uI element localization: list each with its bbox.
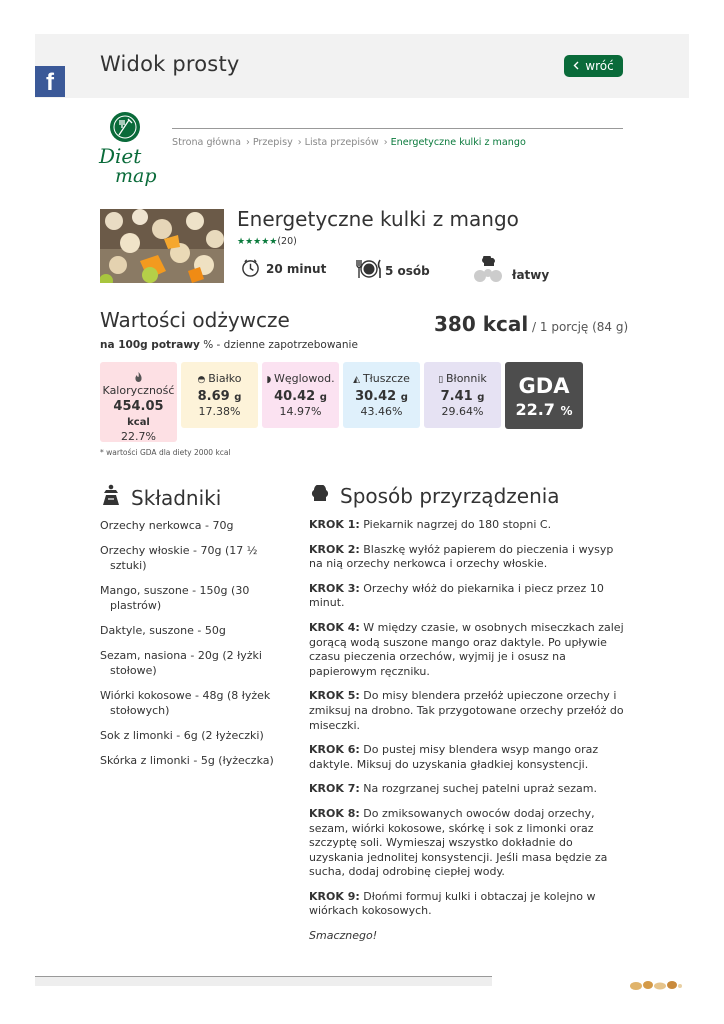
rating-count: (20) [277, 236, 297, 247]
ingredient-item: Daktyle, suszone - 50g [100, 624, 226, 637]
kcal-portion: / 1 porcję (84 g) [528, 320, 629, 334]
ingredient-item: Skórka z limonki - 5g (łyżeczka) [100, 754, 274, 767]
step-label: KROK 5: [309, 689, 360, 703]
difficulty [472, 256, 549, 287]
dietmap-logo[interactable] [97, 110, 163, 188]
clock-icon [241, 258, 260, 280]
gda-note: * wartości GDA dla diety 2000 kcal [100, 448, 231, 457]
servings [355, 258, 430, 283]
step-label: KROK 2: [309, 542, 360, 556]
step-label: KROK 4: [309, 620, 360, 634]
kcal-per-portion [434, 312, 628, 336]
tile-protein [181, 362, 258, 428]
tile-label: ◗ Węglowod. [266, 372, 335, 385]
nutrition-subtitle [100, 339, 358, 351]
difficulty-value: łatwy [512, 267, 550, 282]
facebook-icon[interactable]: f [35, 66, 65, 97]
recipe-photo [100, 209, 224, 283]
method-step [309, 543, 625, 572]
method-steps [309, 518, 625, 954]
nutrition-title: Wartości odżywcze [100, 308, 290, 332]
tile-percent: 29.64% [441, 405, 484, 418]
ingredient-list [100, 518, 290, 778]
servings-value: 5 osób [385, 263, 430, 278]
breadcrumb-current: Energetyczne kulki z mango [390, 137, 526, 148]
chef-hat-icon [472, 256, 506, 287]
breadcrumb-home[interactable]: Strona główna [172, 137, 241, 148]
step-label: KROK 9: [309, 889, 360, 903]
chevron-right-icon: › [245, 137, 250, 148]
chef-hat-icon [310, 484, 330, 508]
step-text: Dłońmi formuj kulki i obtaczaj je kolejno w wiórkach kokosowych. [309, 889, 596, 918]
tile-carbs [262, 362, 339, 428]
scale-icon [101, 484, 121, 511]
method-step [309, 518, 625, 533]
prep-time-value: 20 minut [266, 262, 327, 276]
method-step [309, 782, 625, 797]
subtitle-rest: % - dzienne zapotrzebowanie [199, 339, 358, 351]
step-label: KROK 3: [309, 581, 360, 595]
tile-value: 30.42 g [355, 389, 408, 404]
chevron-left-icon [573, 59, 579, 73]
tile-value: 40.42 g [274, 389, 327, 404]
ingredient-item: Mango, suszone - 150g (30 plastrów) [100, 584, 250, 612]
ingredient-item: Wiórki kokosowe - 48g (8 łyżek stołowych) [100, 689, 271, 717]
cheese-icon: ◭ [353, 375, 363, 385]
rating[interactable] [237, 236, 297, 247]
bread-icon: ◗ [266, 375, 274, 385]
tile-label: ◭ Tłuszcze [353, 372, 410, 385]
step-label: KROK 6: [309, 743, 360, 757]
method-step [309, 743, 625, 772]
tile-value: 454.05 kcal [113, 399, 164, 428]
chevron-right-icon: › [383, 137, 388, 148]
step-label: KROK 8: [309, 806, 360, 820]
chevron-right-icon: › [297, 137, 302, 148]
flame-icon [100, 372, 177, 384]
step-text: Do zmiksowanych owoców dodaj orzechy, sezam, wiórki kokosowe, skórkę i sok z limonki oraz szczyptę soli. Wymieszaj wszystko dokładnie do uzyskania jednolitej konsystencji. Jeśli masa będzie za sucha, dodaj odrobinę ciepłej wody. [309, 806, 608, 879]
back-button-label: wróć [585, 59, 614, 73]
method-step [309, 621, 625, 679]
ingredient-item: Sezam, nasiona - 20g (2 łyżki stołowe) [100, 649, 262, 677]
bowl-icon: ◓ [197, 375, 209, 385]
logo-text-diet: Diet [99, 144, 142, 168]
closing-text: Smacznego! [309, 929, 378, 943]
method-step [309, 689, 625, 733]
prep-time [241, 258, 326, 280]
gda-label: GDA [518, 374, 570, 398]
footer-food-image [628, 975, 684, 987]
step-text: Piekarnik nagrzej do 180 stopni C. [359, 518, 552, 531]
page-title: Widok prosty [100, 52, 240, 76]
step-text: W między czasie, w osobnych miseczkach zalej gorącą wodą suszone mango oraz daktyle. Po upływie czasu pieczenia orzechów, wyjmij je i osusz na papierowym ręczniku. [309, 620, 624, 678]
ingredients-heading [101, 484, 221, 511]
method-title: Sposób przyrządzenia [340, 484, 560, 508]
footer-bar [35, 977, 492, 986]
ingredient-item: Orzechy włoskie - 70g (17 ½ sztuki) [100, 544, 258, 572]
plate-cutlery-icon [355, 258, 383, 283]
tile-percent: 22.7% [121, 430, 156, 443]
grain-icon: ▯ [438, 375, 447, 385]
ingredient-item: Orzechy nerkowca - 70g [100, 519, 234, 532]
step-label: KROK 1: [309, 518, 360, 531]
step-text: Blaszkę wyłóż papierem do pieczenia i wysyp na nią orzechy nerkowca i orzechy włoskie. [309, 542, 614, 571]
tile-percent: 14.97% [279, 405, 322, 418]
tile-calories [100, 362, 177, 442]
logo-text-map: map [115, 165, 157, 187]
tile-value: 8.69 g [197, 389, 242, 404]
recipe-title: Energetyczne kulki z mango [237, 207, 519, 231]
kcal-value: 380 kcal [434, 312, 529, 336]
breadcrumb [172, 137, 526, 148]
gda-tile [505, 362, 583, 429]
tile-fiber [424, 362, 501, 428]
tile-label: Kaloryczność [102, 384, 175, 397]
method-step [309, 890, 625, 919]
ingredients-title: Składniki [131, 485, 222, 510]
subtitle-bold: na 100g potrawy [100, 339, 200, 351]
step-label: KROK 7: [309, 782, 360, 796]
tile-percent: 17.38% [198, 405, 241, 418]
method-heading [310, 484, 560, 508]
step-text: Do pustej misy blendera wsyp mango oraz daktyle. Miksuj do uzyskania gładkiej konsystencji. [309, 743, 599, 771]
step-text: Na rozgrzanej suchej patelni upraż sezam. [359, 782, 597, 796]
breadcrumb-recipe-list[interactable]: Lista przepisów [304, 137, 379, 148]
tile-label: ▯ Błonnik [438, 372, 487, 385]
tile-fat [343, 362, 420, 428]
back-button[interactable] [564, 55, 623, 77]
star-rating-icon: ★★★★★ [237, 237, 278, 247]
method-step [309, 582, 625, 611]
breadcrumb-divider [172, 128, 623, 129]
breadcrumb-recipes[interactable]: Przepisy [252, 137, 293, 148]
method-step [309, 807, 625, 880]
gda-value: 22.7 % [515, 400, 573, 419]
step-text: Do misy blendera przełóż upieczone orzechy i zmiksuj na drobno. Tak przygotowane orzechy przełóż do miseczki. [309, 689, 624, 732]
ingredient-item: Sok z limonki - 6g (2 łyżeczki) [100, 729, 264, 742]
step-text: Orzechy włóż do piekarnika i piecz przez 10 minut. [309, 581, 604, 610]
tile-percent: 43.46% [360, 405, 403, 418]
tile-label: ◓ Białko [197, 372, 242, 385]
tile-value: 7.41 g [440, 389, 485, 404]
